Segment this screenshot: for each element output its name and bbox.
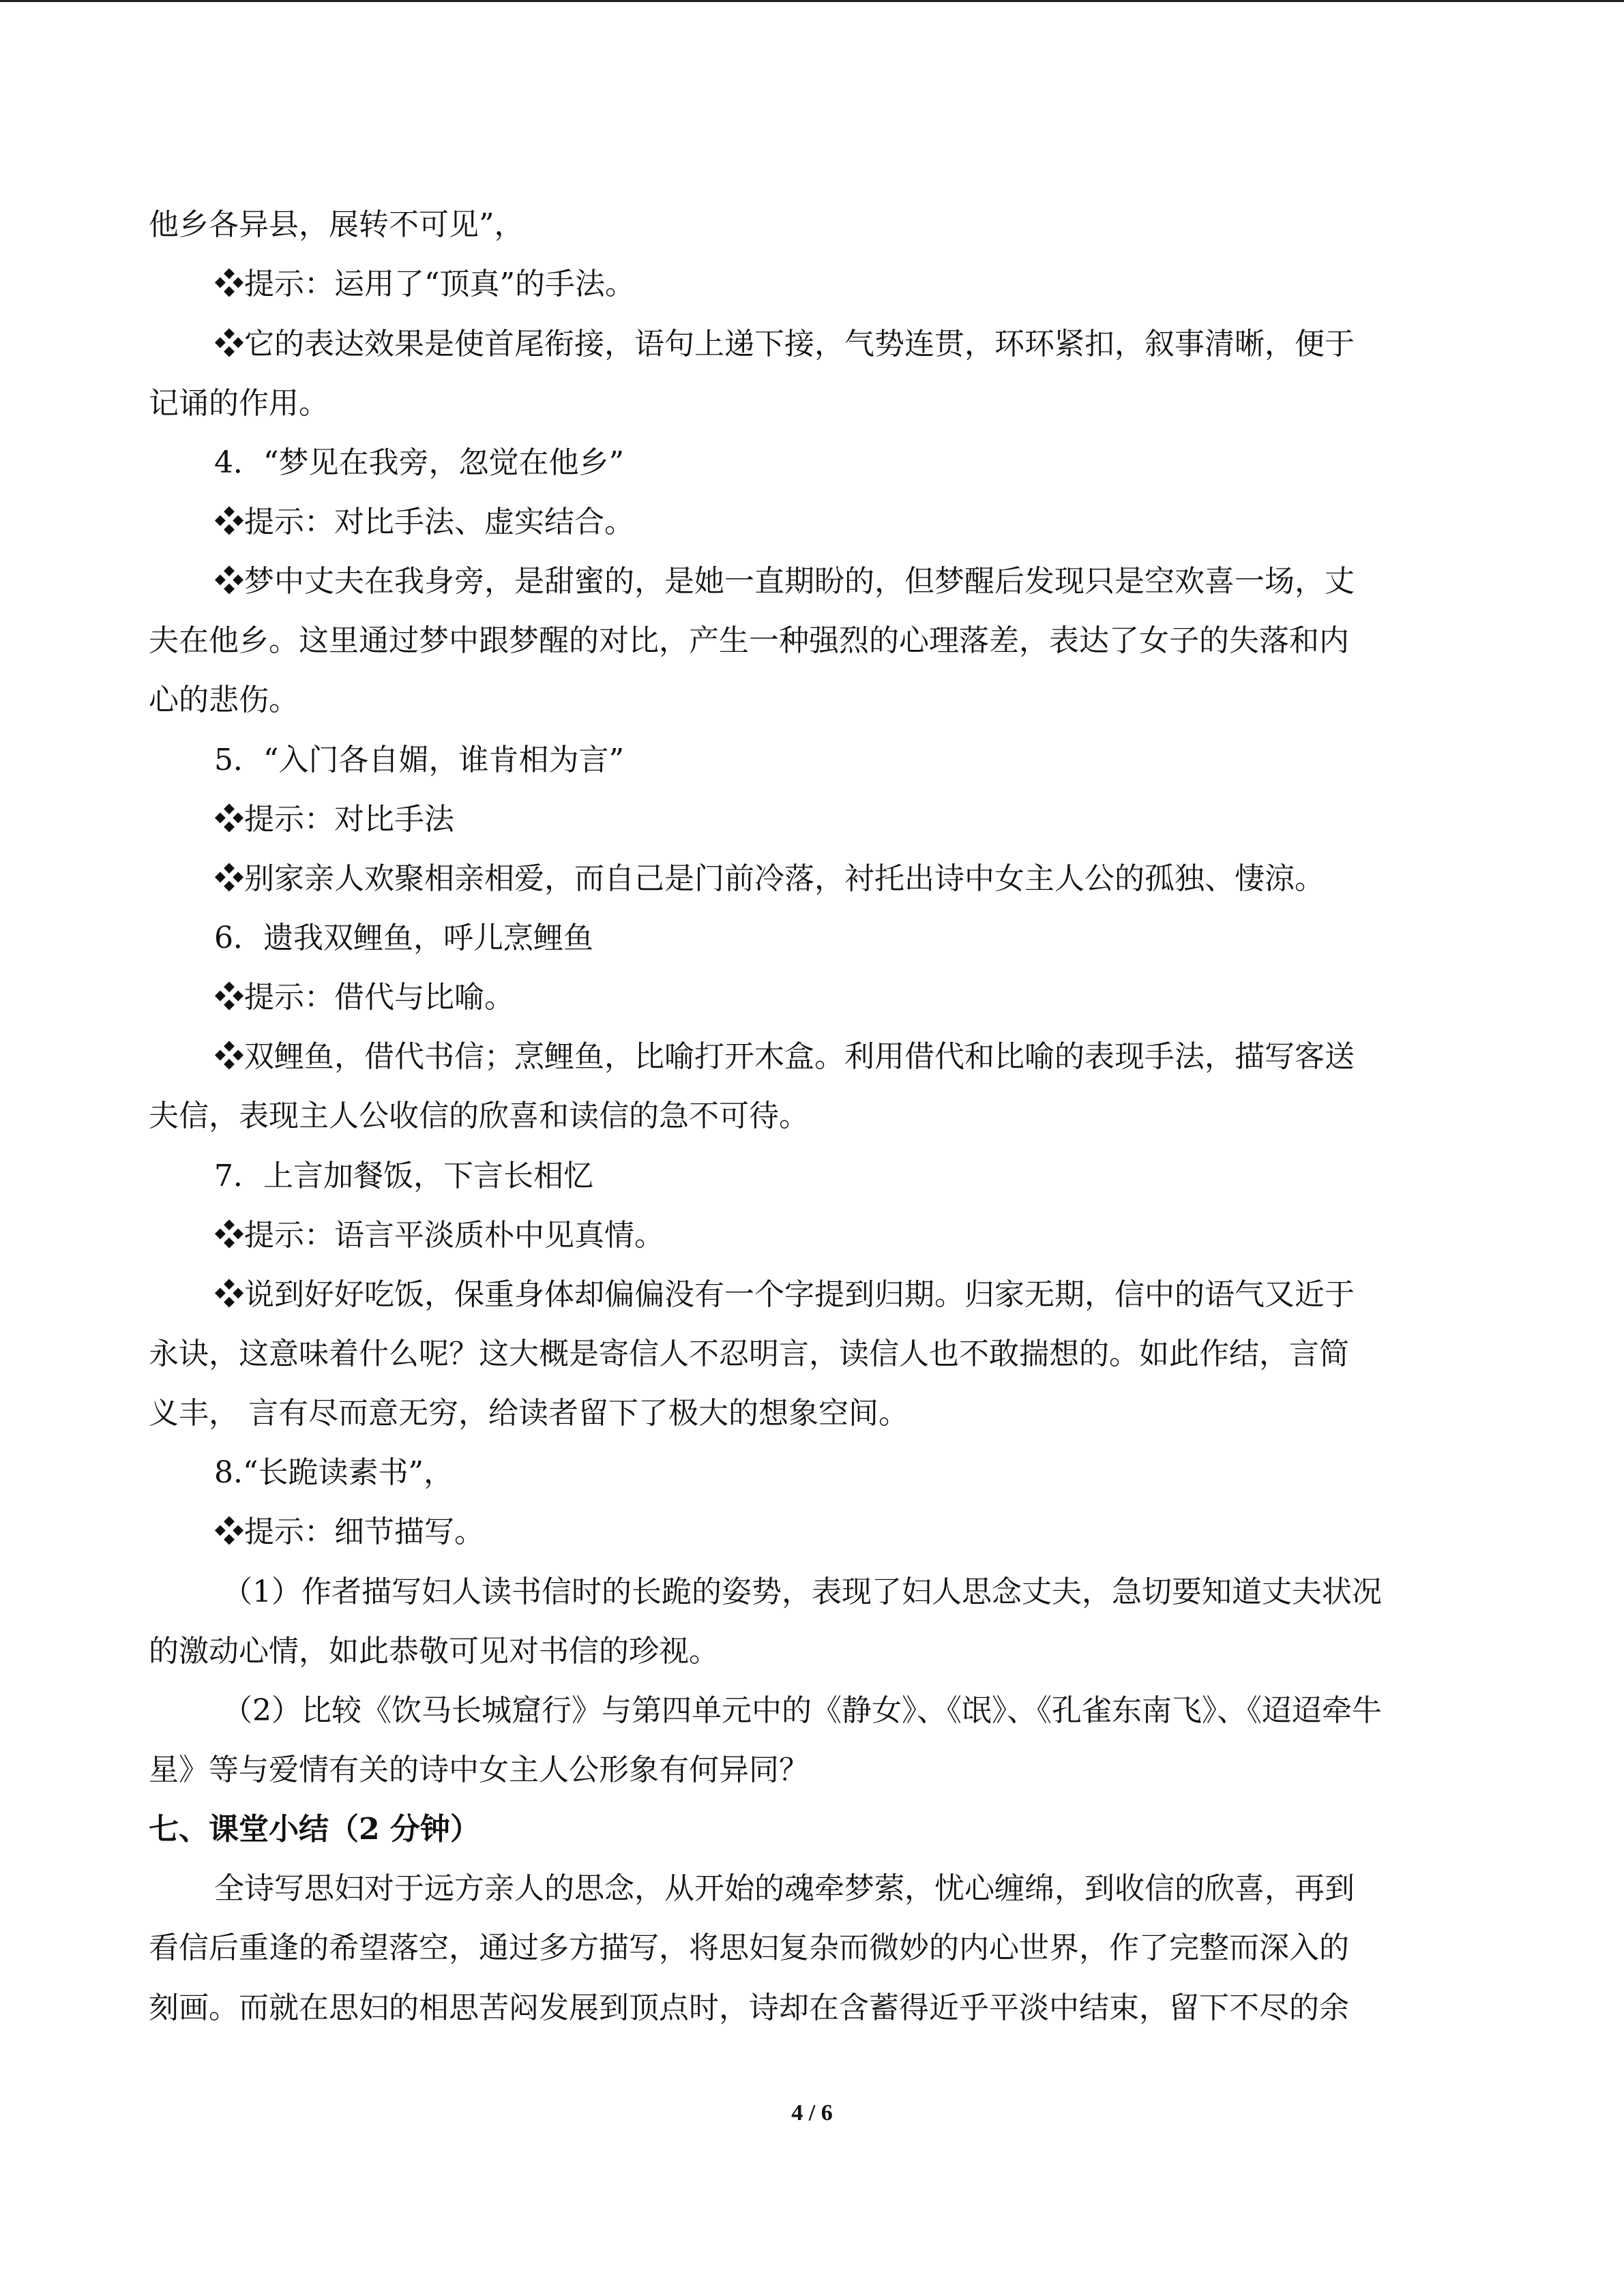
text-line: 星》等与爱情有关的诗中女主人公形象有何异同？ (149, 1753, 809, 1787)
text-line: 他乡各异县，展转不可见”， (149, 207, 525, 242)
hint-line: ❖提示：运用了“顶真”的手法。 (214, 267, 635, 301)
page-number: 4 / 6 (791, 2100, 833, 2126)
text-line: ❖双鲤鱼，借代书信；烹鲤鱼，比喻打开木盒。利用借代和比喻的表现手法，描写客送 (214, 1039, 1355, 1074)
text-line: 刻画。而就在思妇的相思苦闷发展到顶点时，诗却在含蓄得近乎平淡中结束，留下不尽的余 (149, 1991, 1349, 2025)
text-line: 全诗写思妇对于远方亲人的思念，从开始的魂牵梦萦，忧心缠绵，到收信的欣喜，再到 (214, 1871, 1355, 1906)
text-line: 夫在他乡。这里通过梦中跟梦醒的对比，产生一种强烈的心理落差，表达了女子的失落和内 (149, 623, 1349, 658)
hint-line: ❖提示：细节描写。 (214, 1515, 484, 1549)
text-line: ❖它的表达效果是使首尾衔接，语句上递下接，气势连贯，环环紧扣，叙事清晰，便于 (214, 327, 1355, 361)
item-heading: 4．“梦见在我旁，忽觉在他乡” (214, 445, 624, 480)
item-heading: 6．遗我双鲤鱼，呼儿烹鲤鱼 (214, 921, 593, 955)
text-line: ❖梦中丈夫在我身旁，是甜蜜的，是她一直期盼的，但梦醒后发现只是空欢喜一场，丈 (214, 564, 1355, 599)
item-heading: 7．上言加餐饭，下言长相忆 (214, 1159, 593, 1193)
text-line: ❖别家亲人欢聚相亲相爱，而自己是门前冷落，衬托出诗中女主人公的孤独、悽涼。 (214, 861, 1325, 896)
text-line: （1）作者描写妇人读书信时的长跪的姿势，表现了妇人思念丈夫，急切要知道丈夫状况 (222, 1575, 1382, 1609)
text-line: （2）比较《饮马长城窟行》与第四单元中的《静女》、《氓》、《孔雀东南飞》、《迢迢牵牛 (222, 1693, 1382, 1728)
hint-line: ❖提示：语言平淡质朴中见真情。 (214, 1218, 664, 1253)
text-line: 看信后重逢的希望落空，通过多方描写，将思妇复杂而微妙的内心世界，作了完整而深入的 (149, 1930, 1349, 1965)
text-line: ❖说到好好吃饭，保重身体却偏偏没有一个字提到归期。归家无期，信中的语气又近于 (214, 1277, 1355, 1312)
hint-line: ❖提示：对比手法、虚实结合。 (214, 505, 634, 539)
hint-line: ❖提示：借代与比喻。 (214, 980, 514, 1015)
text-line: 记诵的作用。 (149, 386, 329, 421)
text-line: 永诀，这意味着什么呢？这大概是寄信人不忍明言，读信人也不敢揣想的。如此作结，言简 (149, 1337, 1349, 1371)
text-line: 夫信，表现主人公收信的欣喜和读信的急不可待。 (149, 1099, 809, 1133)
text-line: 义丰， 言有尽而意无穷，给读者留下了极大的想象空间。 (149, 1396, 909, 1431)
top-border-line (0, 0, 1624, 2)
hint-line: ❖提示：对比手法 (214, 802, 454, 837)
text-line: 心的悲伤。 (149, 683, 299, 717)
text-line: 的激动心情，如此恭敬可见对书信的珍视。 (149, 1634, 719, 1669)
section-heading: 七、课堂小结（2 分钟） (149, 1812, 480, 1847)
item-heading: 5．“入门各自媚，谁肯相为言” (214, 743, 624, 777)
item-heading: 8.“长跪读素书”， (214, 1455, 454, 1490)
